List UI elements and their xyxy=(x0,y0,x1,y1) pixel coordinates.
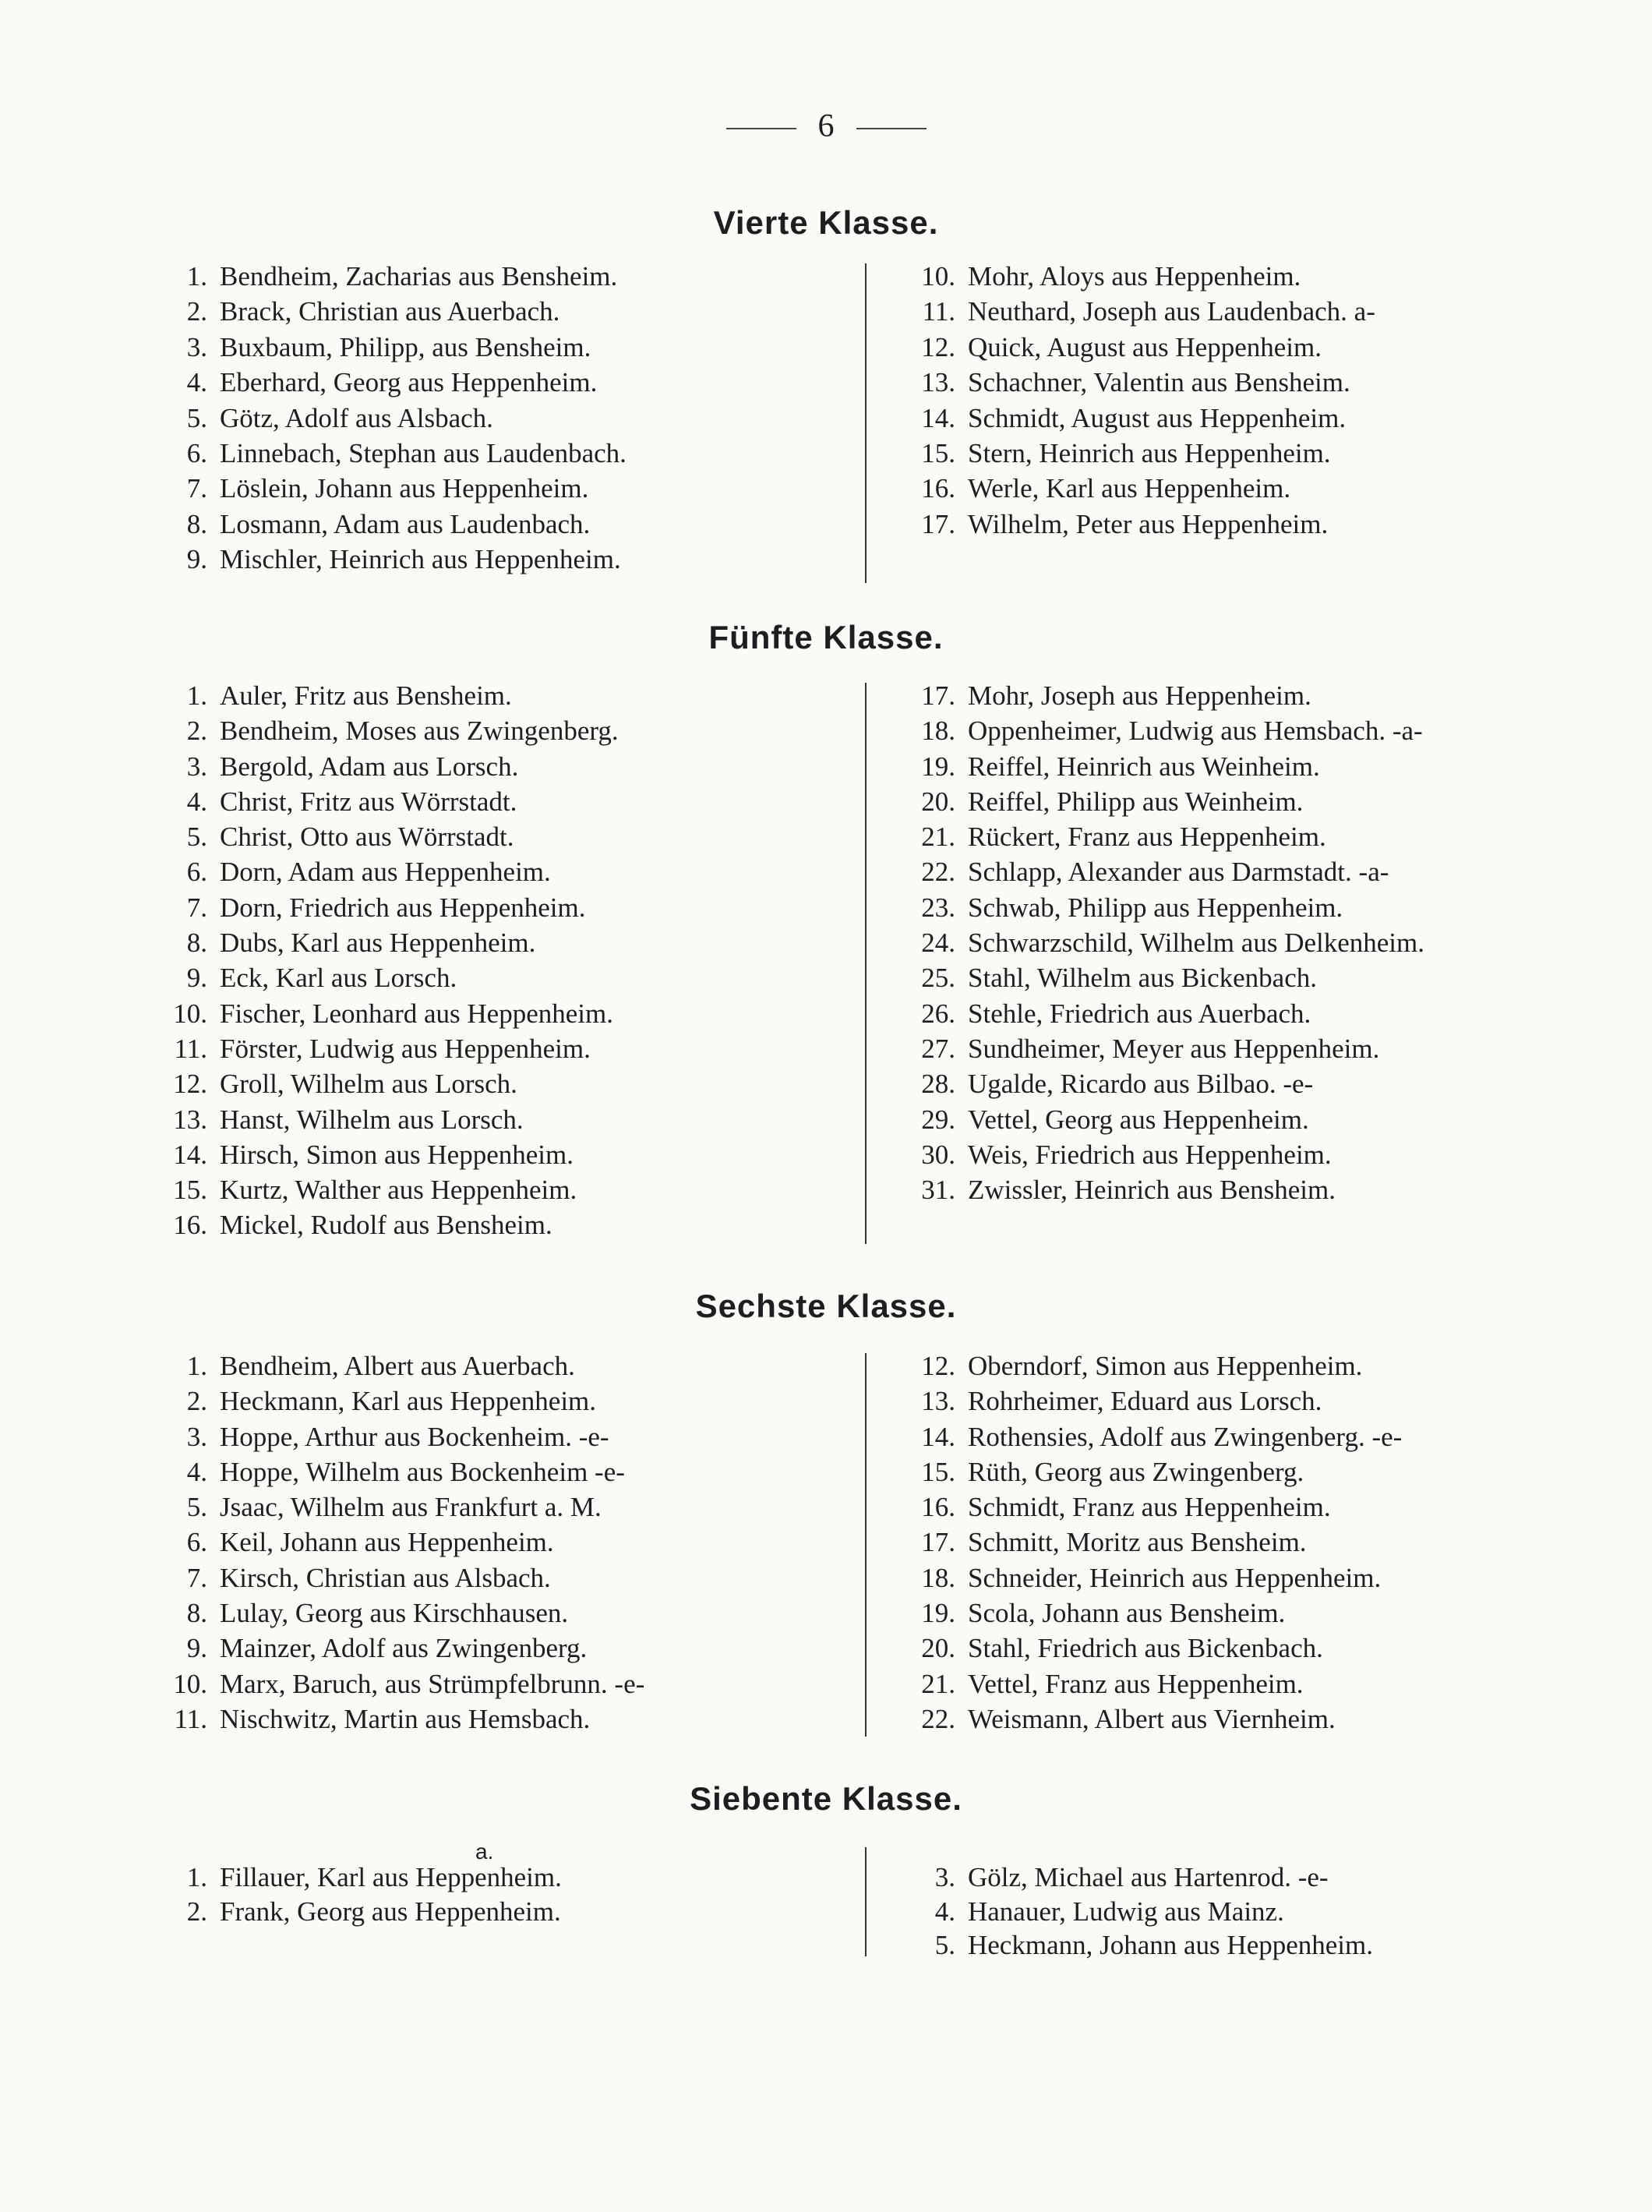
item-number: 6. xyxy=(186,437,207,468)
item-number: 12. xyxy=(921,331,955,362)
item-number: 10. xyxy=(173,1668,207,1699)
item-number: 15. xyxy=(921,1456,955,1487)
item-number: 2. xyxy=(186,296,207,327)
list-item xyxy=(895,1419,1627,1454)
list-item xyxy=(895,365,1627,400)
student-entry: Bendheim, Albert aus Auerbach. xyxy=(220,1351,575,1381)
student-entry: Hirsch, Simon aus Heppenheim. xyxy=(220,1139,574,1170)
student-entry: Wilhelm, Peter aus Heppenheim. xyxy=(968,508,1329,539)
item-number: 26. xyxy=(921,998,955,1029)
item-number: 7. xyxy=(186,892,207,923)
student-entry: Dubs, Karl aus Heppenheim. xyxy=(220,928,536,959)
list-item xyxy=(895,1172,1627,1207)
item-number: 11. xyxy=(174,1703,207,1734)
list-item xyxy=(895,1031,1627,1066)
item-number: 16. xyxy=(921,473,955,504)
student-entry: Fillauer, Karl aus Heppenheim. xyxy=(220,1862,562,1892)
student-entry: Heckmann, Johann aus Heppenheim. xyxy=(968,1930,1373,1960)
list-item xyxy=(146,401,848,436)
column-divider xyxy=(865,683,867,1244)
class-section xyxy=(0,201,1652,245)
list-item xyxy=(146,1560,848,1595)
student-entry: Stahl, Wilhelm aus Bickenbach. xyxy=(968,963,1317,994)
student-entry: Förster, Ludwig aus Heppenheim. xyxy=(220,1033,591,1064)
list-item xyxy=(146,330,848,365)
list-item xyxy=(895,925,1627,960)
item-number: 13. xyxy=(173,1104,207,1135)
list-item xyxy=(146,960,848,995)
student-entry: Vettel, Georg aus Heppenheim. xyxy=(968,1104,1309,1135)
student-entry: Quick, August aus Heppenheim. xyxy=(968,331,1322,362)
item-number: 8. xyxy=(186,1598,207,1629)
student-entry: Marx, Baruch, aus Strümpfelbrunn. -e- xyxy=(220,1668,645,1699)
student-entry: Schmitt, Moritz aus Bensheim. xyxy=(968,1527,1307,1558)
item-number: 2. xyxy=(186,1386,207,1417)
student-entry: Reiffel, Heinrich aus Weinheim. xyxy=(968,751,1320,782)
list-item xyxy=(146,925,848,960)
list-item xyxy=(895,1666,1627,1701)
class-section xyxy=(0,616,1652,659)
student-entry: Zwissler, Heinrich aus Bensheim. xyxy=(968,1175,1336,1206)
student-entry: Schachner, Valentin aus Bensheim. xyxy=(968,367,1350,398)
class-section xyxy=(0,1777,1652,1821)
student-entry: Gölz, Michael aus Hartenrod. -e- xyxy=(968,1862,1329,1892)
list-item xyxy=(895,1701,1627,1737)
section-title: Fünfte Klasse. xyxy=(708,619,944,655)
student-entry: Löslein, Johann aus Heppenheim. xyxy=(220,473,589,504)
item-number: 10. xyxy=(173,998,207,1029)
section-title: Vierte Klasse. xyxy=(713,204,939,241)
item-number: 15. xyxy=(921,437,955,468)
item-number: 5. xyxy=(186,402,207,433)
item-number: 8. xyxy=(186,508,207,539)
list-item xyxy=(146,854,848,889)
list-item xyxy=(146,1066,848,1101)
student-entry: Oberndorf, Simon aus Heppenheim. xyxy=(968,1351,1363,1381)
student-list-left xyxy=(146,678,848,1243)
list-item xyxy=(146,1207,848,1242)
student-entry: Bendheim, Moses aus Zwingenberg. xyxy=(220,716,619,747)
list-item xyxy=(146,365,848,400)
student-entry: Bendheim, Zacharias aus Bensheim. xyxy=(220,261,618,292)
list-item xyxy=(895,996,1627,1031)
item-number: 20. xyxy=(921,786,955,817)
item-number: 10. xyxy=(921,261,955,292)
student-entry: Buxbaum, Philipp, aus Bensheim. xyxy=(220,331,591,362)
ornament-left-icon xyxy=(726,128,796,129)
item-number: 9. xyxy=(186,963,207,994)
student-entry: Stern, Heinrich aus Heppenheim. xyxy=(968,437,1331,468)
student-entry: Stahl, Friedrich aus Bickenbach. xyxy=(968,1633,1323,1664)
item-number: 3. xyxy=(186,1421,207,1452)
student-entry: Hanauer, Ludwig aus Mainz. xyxy=(968,1896,1284,1927)
item-number: 27. xyxy=(921,1033,955,1064)
student-entry: Schwarzschild, Wilhelm aus Delkenheim. xyxy=(968,928,1424,959)
student-list-right xyxy=(895,1348,1627,1737)
item-number: 19. xyxy=(921,751,955,782)
list-item xyxy=(146,749,848,784)
item-number: 4. xyxy=(186,1456,207,1487)
item-number: 9. xyxy=(186,1633,207,1664)
student-entry: Lulay, Georg aus Kirschhausen. xyxy=(220,1598,569,1629)
list-item xyxy=(146,1631,848,1666)
item-number: 3. xyxy=(934,1862,955,1892)
student-entry: Eberhard, Georg aus Heppenheim. xyxy=(220,367,598,398)
student-entry: Mainzer, Adolf aus Zwingenberg. xyxy=(220,1633,588,1664)
item-number: 11. xyxy=(174,1033,207,1064)
student-entry: Rothensies, Adolf aus Zwingenberg. -e- xyxy=(968,1421,1403,1452)
student-entry: Heckmann, Karl aus Heppenheim. xyxy=(220,1386,597,1417)
item-number: 5. xyxy=(934,1930,955,1960)
list-item xyxy=(146,890,848,925)
item-number: 5. xyxy=(186,822,207,853)
item-number: 18. xyxy=(921,716,955,747)
student-entry: Hoppe, Arthur aus Bockenheim. -e- xyxy=(220,1421,609,1452)
list-item xyxy=(895,1631,1627,1666)
item-number: 31. xyxy=(921,1175,955,1206)
student-entry: Christ, Otto aus Wörrstadt. xyxy=(220,822,514,853)
list-item xyxy=(895,749,1627,784)
section-title: Siebente Klasse. xyxy=(690,1780,962,1817)
student-entry: Dorn, Adam aus Heppenheim. xyxy=(220,857,551,888)
item-number: 11. xyxy=(922,296,955,327)
item-number: 17. xyxy=(921,680,955,711)
item-number: 16. xyxy=(173,1210,207,1241)
list-item xyxy=(146,1137,848,1172)
student-entry: Stehle, Friedrich aus Auerbach. xyxy=(968,998,1311,1029)
list-item xyxy=(895,259,1627,294)
student-entry: Reiffel, Philipp aus Weinheim. xyxy=(968,786,1304,817)
item-number: 6. xyxy=(186,857,207,888)
list-item xyxy=(895,401,1627,436)
student-entry: Scola, Johann aus Bensheim. xyxy=(968,1598,1286,1629)
class-section xyxy=(0,1284,1652,1328)
item-number: 1. xyxy=(186,1351,207,1381)
item-number: 1. xyxy=(186,680,207,711)
student-entry: Rückert, Franz aus Heppenheim. xyxy=(968,822,1326,853)
item-number: 2. xyxy=(186,1896,207,1927)
student-entry: Frank, Georg aus Heppenheim. xyxy=(220,1896,561,1927)
item-number: 5. xyxy=(186,1492,207,1523)
list-item xyxy=(895,1383,1627,1419)
list-item xyxy=(895,1525,1627,1560)
student-entry: Schmidt, August aus Heppenheim. xyxy=(968,402,1347,433)
list-item xyxy=(146,507,848,542)
item-number: 25. xyxy=(921,963,955,994)
list-item xyxy=(146,542,848,577)
item-number: 4. xyxy=(934,1896,955,1927)
student-list-left xyxy=(146,1348,848,1737)
item-number: 20. xyxy=(921,1633,955,1664)
item-number: 12. xyxy=(921,1351,955,1381)
student-entry: Schlapp, Alexander aus Darmstadt. -a- xyxy=(968,857,1389,888)
student-entry: Fischer, Leonhard aus Heppenheim. xyxy=(220,998,613,1029)
list-item xyxy=(146,1489,848,1525)
student-entry: Weismann, Albert aus Viernheim. xyxy=(968,1703,1336,1734)
item-number: 1. xyxy=(186,261,207,292)
student-entry: Weis, Friedrich aus Heppenheim. xyxy=(968,1139,1332,1170)
student-entry: Kurtz, Walther aus Heppenheim. xyxy=(220,1175,577,1206)
column-divider xyxy=(865,1847,867,1956)
column-divider xyxy=(865,1353,867,1737)
list-item xyxy=(895,471,1627,506)
list-item xyxy=(146,1419,848,1454)
student-list-left xyxy=(146,259,848,578)
item-number: 23. xyxy=(921,892,955,923)
list-item xyxy=(895,1894,1627,1928)
list-item xyxy=(146,1102,848,1137)
page-header xyxy=(0,108,1652,145)
list-item xyxy=(146,294,848,329)
page-number: 6 xyxy=(817,108,835,144)
student-entry: Groll, Wilhelm aus Lorsch. xyxy=(220,1069,517,1100)
list-item xyxy=(146,1031,848,1066)
item-number: 15. xyxy=(173,1175,207,1206)
list-item xyxy=(895,1102,1627,1137)
column-divider xyxy=(865,263,867,583)
item-number: 21. xyxy=(921,822,955,853)
student-entry: Hoppe, Wilhelm aus Bockenheim -e- xyxy=(220,1456,625,1487)
item-number: 4. xyxy=(186,367,207,398)
list-item xyxy=(895,1595,1627,1631)
list-item xyxy=(895,890,1627,925)
item-number: 14. xyxy=(921,1421,955,1452)
item-number: 19. xyxy=(921,1598,955,1629)
student-entry: Hanst, Wilhelm aus Lorsch. xyxy=(220,1104,524,1135)
item-number: 7. xyxy=(186,1562,207,1593)
item-number: 1. xyxy=(186,1862,207,1892)
list-item xyxy=(895,436,1627,471)
list-item xyxy=(146,1894,848,1928)
item-number: 22. xyxy=(921,857,955,888)
item-number: 18. xyxy=(921,1562,955,1593)
item-number: 14. xyxy=(921,402,955,433)
section-subtitle: a. xyxy=(475,1839,494,1864)
item-number: 30. xyxy=(921,1139,955,1170)
list-item xyxy=(895,678,1627,713)
list-item xyxy=(895,1348,1627,1383)
list-item xyxy=(895,1860,1627,1894)
list-item xyxy=(895,854,1627,889)
list-item xyxy=(895,1489,1627,1525)
item-number: 13. xyxy=(921,1386,955,1417)
item-number: 16. xyxy=(921,1492,955,1523)
list-item xyxy=(146,1525,848,1560)
student-list-right xyxy=(895,1860,1627,1962)
item-number: 24. xyxy=(921,928,955,959)
item-number: 3. xyxy=(186,751,207,782)
item-number: 29. xyxy=(921,1104,955,1135)
list-item xyxy=(146,1383,848,1419)
list-item xyxy=(895,1137,1627,1172)
list-item xyxy=(895,1454,1627,1489)
list-item xyxy=(146,259,848,294)
student-list-right xyxy=(895,678,1627,1207)
list-item xyxy=(146,784,848,819)
student-entry: Ugalde, Ricardo aus Bilbao. -e- xyxy=(968,1069,1314,1100)
item-number: 17. xyxy=(921,508,955,539)
item-number: 6. xyxy=(186,1527,207,1558)
item-number: 28. xyxy=(921,1069,955,1100)
item-number: 8. xyxy=(186,928,207,959)
list-item xyxy=(146,1454,848,1489)
student-entry: Mickel, Rudolf aus Bensheim. xyxy=(220,1210,552,1241)
list-item xyxy=(895,819,1627,854)
list-item xyxy=(146,1860,848,1894)
student-entry: Schwab, Philipp aus Heppenheim. xyxy=(968,892,1343,923)
student-entry: Vettel, Franz aus Heppenheim. xyxy=(968,1668,1304,1699)
student-entry: Mohr, Aloys aus Heppenheim. xyxy=(968,261,1301,292)
list-item xyxy=(146,1172,848,1207)
student-entry: Mischler, Heinrich aus Heppenheim. xyxy=(220,544,621,575)
student-entry: Oppenheimer, Ludwig aus Hemsbach. -a- xyxy=(968,716,1423,747)
list-item xyxy=(895,960,1627,995)
student-entry: Losmann, Adam aus Laudenbach. xyxy=(220,508,591,539)
list-item xyxy=(895,784,1627,819)
list-item xyxy=(895,330,1627,365)
item-number: 2. xyxy=(186,716,207,747)
list-item xyxy=(895,1560,1627,1595)
student-entry: Christ, Fritz aus Wörrstadt. xyxy=(220,786,517,817)
item-number: 3. xyxy=(186,331,207,362)
student-entry: Rohrheimer, Eduard aus Lorsch. xyxy=(968,1386,1322,1417)
student-entry: Schneider, Heinrich aus Heppenheim. xyxy=(968,1562,1382,1593)
student-entry: Dorn, Friedrich aus Heppenheim. xyxy=(220,892,586,923)
student-entry: Götz, Adolf aus Alsbach. xyxy=(220,402,493,433)
list-item xyxy=(895,1928,1627,1962)
list-item xyxy=(146,819,848,854)
list-item xyxy=(895,294,1627,329)
list-item xyxy=(146,1701,848,1737)
list-item xyxy=(146,678,848,713)
ornament-right-icon xyxy=(856,128,927,129)
item-number: 22. xyxy=(921,1703,955,1734)
student-entry: Werle, Karl aus Heppenheim. xyxy=(968,473,1291,504)
list-item xyxy=(146,996,848,1031)
item-number: 9. xyxy=(186,544,207,575)
student-list-right xyxy=(895,259,1627,542)
list-item xyxy=(146,471,848,506)
list-item xyxy=(895,713,1627,748)
list-item xyxy=(895,1066,1627,1101)
student-entry: Brack, Christian aus Auerbach. xyxy=(220,296,560,327)
list-item xyxy=(146,1666,848,1701)
item-number: 7. xyxy=(186,473,207,504)
student-entry: Eck, Karl aus Lorsch. xyxy=(220,963,457,994)
student-entry: Nischwitz, Martin aus Hemsbach. xyxy=(220,1703,591,1734)
student-entry: Sundheimer, Meyer aus Heppenheim. xyxy=(968,1033,1380,1064)
item-number: 14. xyxy=(173,1139,207,1170)
item-number: 13. xyxy=(921,367,955,398)
item-number: 17. xyxy=(921,1527,955,1558)
student-entry: Auler, Fritz aus Bensheim. xyxy=(220,680,512,711)
student-entry: Jsaac, Wilhelm aus Frankfurt a. M. xyxy=(220,1492,602,1523)
student-list-left xyxy=(146,1860,848,1928)
student-entry: Linnebach, Stephan aus Laudenbach. xyxy=(220,437,627,468)
item-number: 21. xyxy=(921,1668,955,1699)
student-entry: Neuthard, Joseph aus Laudenbach. a- xyxy=(968,296,1375,327)
list-item xyxy=(146,713,848,748)
student-entry: Schmidt, Franz aus Heppenheim. xyxy=(968,1492,1331,1523)
student-entry: Mohr, Joseph aus Heppenheim. xyxy=(968,680,1311,711)
list-item xyxy=(146,1348,848,1383)
item-number: 12. xyxy=(173,1069,207,1100)
section-title: Sechste Klasse. xyxy=(695,1288,957,1324)
student-entry: Kirsch, Christian aus Alsbach. xyxy=(220,1562,551,1593)
student-entry: Bergold, Adam aus Lorsch. xyxy=(220,751,519,782)
item-number: 4. xyxy=(186,786,207,817)
list-item xyxy=(895,507,1627,542)
list-item xyxy=(146,1595,848,1631)
student-entry: Rüth, Georg aus Zwingenberg. xyxy=(968,1456,1304,1487)
student-entry: Keil, Johann aus Heppenheim. xyxy=(220,1527,554,1558)
list-item xyxy=(146,436,848,471)
